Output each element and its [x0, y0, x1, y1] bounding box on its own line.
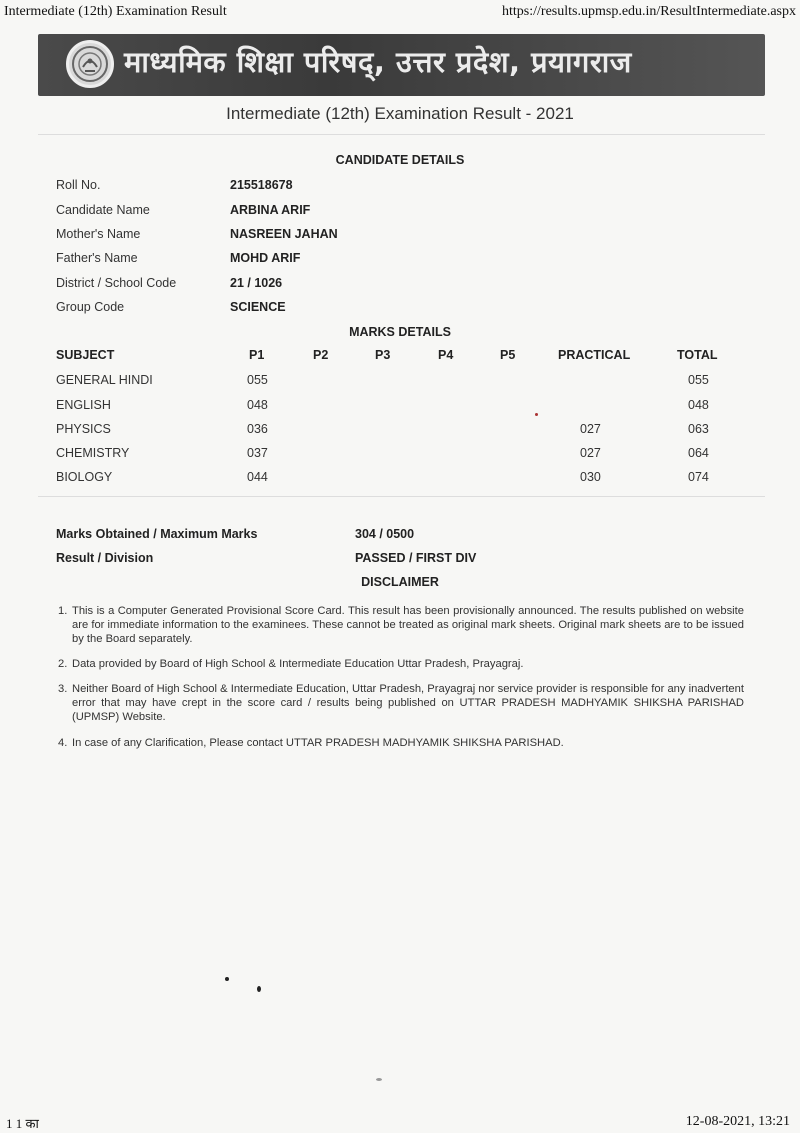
candidate-details-heading: CANDIDATE DETAILS: [335, 153, 465, 167]
field-label: Candidate Name: [56, 203, 150, 217]
disclaimer-item: [58, 682, 744, 724]
candidate-row-father: [56, 251, 756, 271]
print-url: https://results.upmsp.edu.in/ResultIntermediate.aspx: [502, 4, 796, 19]
mark-p1: 048: [247, 398, 268, 412]
field-label: Roll No.: [56, 178, 101, 192]
marks-obtained-label: Marks Obtained / Maximum Marks: [56, 527, 258, 541]
disclaimer-item: [58, 657, 744, 671]
disclaimer-number: 1.: [58, 605, 68, 617]
disclaimer-item: [58, 736, 744, 750]
marks-obtained-value: 304 / 0500: [355, 527, 415, 541]
print-header: [0, 4, 800, 22]
up-state-emblem-icon: [66, 40, 114, 88]
marks-col-header: P5: [500, 348, 516, 362]
divider: [38, 134, 765, 135]
field-label: District / School Code: [56, 276, 177, 290]
disclaimer-text: This is a Computer Generated Provisional Score Card. This result has been provisionally announced. The results published on website are for immediate information to the examinees. These cannot be treated as original mark sheets. Original mark sheets are to be issued by the Board separately.: [72, 605, 744, 645]
result-label: Result / Division: [56, 551, 154, 565]
subject-name: BIOLOGY: [56, 470, 113, 484]
marks-col-header: SUBJECT: [56, 348, 115, 362]
mark-p1: 036: [247, 422, 268, 436]
marks-col-header: P4: [438, 348, 454, 362]
marks-details-heading: MARKS DETAILS: [349, 325, 451, 339]
subject-name: PHYSICS: [56, 422, 111, 436]
field-label: Group Code: [56, 300, 125, 314]
mark-p1: 044: [247, 470, 268, 484]
scan-speck: [376, 1078, 382, 1081]
scan-speck: [257, 986, 261, 992]
scan-speck: [535, 413, 538, 416]
board-banner: [38, 34, 765, 96]
disclaimer-text: Data provided by Board of High School & Intermediate Education Uttar Pradesh, Prayagraj.: [72, 658, 524, 670]
marks-col-header: P1: [249, 348, 265, 362]
mark-total: 048: [688, 398, 709, 412]
field-value: 21 / 1026: [230, 276, 283, 290]
candidate-row-mother: [56, 227, 756, 247]
marks-col-header: P2: [313, 348, 329, 362]
candidate-row-roll: [56, 178, 756, 198]
candidate-row-district: [56, 276, 756, 296]
print-datetime: 12-08-2021, 13:21: [685, 1114, 790, 1129]
mark-practical: 027: [580, 422, 601, 436]
mark-total: 074: [688, 470, 709, 484]
field-value: ARBINA ARIF: [230, 203, 311, 217]
disclaimer-heading: DISCLAIMER: [361, 575, 439, 589]
field-value: NASREEN JAHAN: [230, 227, 338, 241]
marks-col-header: TOTAL: [677, 348, 718, 362]
mark-practical: 027: [580, 446, 601, 460]
disclaimer-text: Neither Board of High School & Intermediate Education, Uttar Pradesh, Prayagraj nor service provider is responsible for any inadvertent error that may have crept in the score card / results being published on UTTAR PRADESH MADHYAMIK SHIKSHA PARISHAD (UPMSP) Website.: [72, 683, 744, 723]
result-value: PASSED / FIRST DIV: [355, 551, 477, 565]
disclaimer-number: 4.: [58, 737, 68, 749]
mark-practical: 030: [580, 470, 601, 484]
mark-p1: 037: [247, 446, 268, 460]
disclaimer-text: In case of any Clarification, Please contact UTTAR PRADESH MADHYAMIK SHIKSHA PARISHAD.: [72, 737, 564, 749]
field-label: Father's Name: [56, 251, 138, 265]
mark-total: 064: [688, 446, 709, 460]
mark-total: 055: [688, 373, 709, 387]
marks-col-header: PRACTICAL: [558, 348, 631, 362]
subject-name: CHEMISTRY: [56, 446, 130, 460]
candidate-row-name: [56, 203, 756, 223]
field-value: 215518678: [230, 178, 293, 192]
marks-col-header: P3: [375, 348, 391, 362]
subject-name: ENGLISH: [56, 398, 111, 412]
subject-name: GENERAL HINDI: [56, 373, 153, 387]
print-page-title: Intermediate (12th) Examination Result: [4, 4, 227, 19]
field-label: Mother's Name: [56, 227, 141, 241]
divider: [38, 496, 765, 497]
candidate-row-group: [56, 300, 756, 320]
print-page-number: 1 1 का: [6, 1116, 39, 1131]
disclaimer-number: 2.: [58, 658, 68, 670]
document-title: Intermediate (12th) Examination Result - 2021: [226, 104, 574, 123]
field-value: SCIENCE: [230, 300, 286, 314]
scan-speck: [225, 977, 229, 981]
mark-p1: 055: [247, 373, 268, 387]
field-value: MOHD ARIF: [230, 251, 301, 265]
mark-total: 063: [688, 422, 709, 436]
disclaimer-item: [58, 604, 744, 646]
board-name: माध्यमिक शिक्षा परिषद्, उत्तर प्रदेश, प्रयागराज: [124, 45, 632, 79]
disclaimer-number: 3.: [58, 683, 68, 695]
